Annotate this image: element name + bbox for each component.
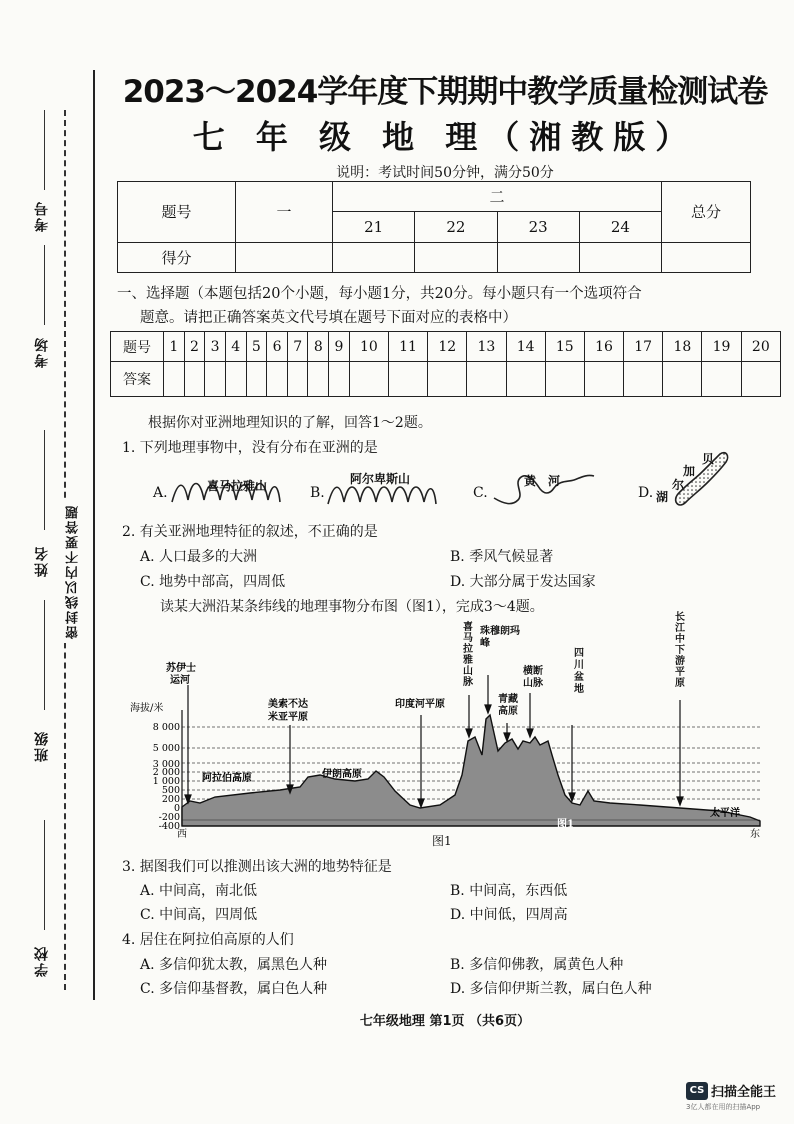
label-suez-2: 运河	[170, 675, 190, 686]
answer-number: 12	[428, 332, 467, 362]
answer-cell[interactable]	[663, 362, 702, 397]
score-cell[interactable]	[415, 242, 497, 272]
score-cell[interactable]	[497, 242, 579, 272]
q4-option-b[interactable]: B. 多信仰佛教，属黄色人种	[450, 957, 624, 973]
answer-number: 14	[506, 332, 545, 362]
scanner-logo-icon: CS	[686, 1082, 708, 1100]
score-cell[interactable]	[236, 242, 333, 272]
label-suez-1: 苏伊士	[166, 663, 196, 674]
q4-option-d[interactable]: D. 多信仰伊斯兰教，属白色人种	[450, 981, 652, 997]
score-cell[interactable]	[333, 242, 415, 272]
q1-option-c-letter[interactable]: C.	[473, 485, 488, 501]
exam-no-label: 考号	[34, 200, 50, 232]
q3-stem: 3. 据图我们可以推测出该大洲的地势特征是	[122, 859, 392, 875]
score-label-score: 得分	[118, 242, 236, 272]
label-sichuan: 四川盆地	[574, 648, 584, 695]
answer-number: 5	[246, 332, 267, 362]
scanner-subtitle: 3亿人都在用的扫描App	[686, 1103, 761, 1111]
answer-cell[interactable]	[467, 362, 506, 397]
score-cell[interactable]	[662, 242, 751, 272]
score-cell[interactable]	[579, 242, 661, 272]
score-label-no: 题号	[118, 182, 236, 243]
profile-figure	[120, 615, 770, 850]
q1-option-b-letter[interactable]: B.	[310, 485, 325, 501]
score-sub-24: 24	[579, 212, 661, 242]
answer-cell[interactable]	[428, 362, 467, 397]
score-table	[117, 181, 751, 273]
q2-option-a[interactable]: A. 人口最多的大洲	[140, 549, 258, 565]
answer-cell[interactable]	[308, 362, 329, 397]
q1-option-b-label: 阿尔卑斯山	[350, 472, 411, 486]
answer-number: 7	[287, 332, 308, 362]
scanner-watermark	[686, 1080, 776, 1112]
answer-number: 18	[663, 332, 702, 362]
profile-east: 东	[750, 829, 760, 840]
label-everest: 珠穆朗玛峰	[480, 626, 520, 649]
ytick: -200	[158, 812, 180, 823]
answer-number: 13	[467, 332, 506, 362]
answer-number: 4	[225, 332, 246, 362]
ytick: 8 000	[152, 722, 180, 733]
q1-option-a-label: 喜马拉雅山	[207, 479, 268, 493]
q2-stem: 2. 有关亚洲地理特征的叙述，不正确的是	[122, 524, 378, 540]
q1-option-d-label-3: 尔	[672, 478, 685, 492]
profile-ylabel: 海拔/米	[130, 703, 164, 714]
label-yangtze: 长江中下游平原	[675, 612, 685, 689]
class-field[interactable]	[44, 600, 45, 710]
exam-room-label: 考场	[34, 336, 50, 368]
answer-label-no: 题号	[111, 332, 164, 362]
q1-stem: 1. 下列地理事物中，没有分布在亚洲的是	[122, 440, 378, 456]
score-sub-21: 21	[333, 212, 415, 242]
name-field[interactable]	[44, 430, 45, 530]
answer-cell[interactable]	[287, 362, 308, 397]
q1-option-d-label-4: 湖	[656, 490, 669, 504]
label-meso-2: 米亚平原	[268, 712, 308, 723]
answer-number: 3	[205, 332, 226, 362]
exam-title: 2023～2024学年度下期期中教学质量检测试卷	[122, 74, 768, 110]
ytick: 0	[173, 803, 180, 814]
label-iran: 伊朗高原	[322, 769, 362, 780]
school-label: 学校	[34, 945, 50, 977]
answer-label-ans: 答案	[111, 362, 164, 397]
q3-option-d[interactable]: D. 中间低，四周高	[450, 907, 568, 923]
answer-cell[interactable]	[624, 362, 663, 397]
q3-option-b[interactable]: B. 中间高，东西低	[450, 883, 568, 899]
seal-note: 密封线以内不要答题	[64, 500, 83, 643]
answer-cell[interactable]	[702, 362, 741, 397]
label-himalaya: 喜马拉雅山脉	[463, 622, 473, 688]
ytick: 2 000	[152, 767, 180, 778]
answer-cell[interactable]	[164, 362, 185, 397]
school-field[interactable]	[44, 820, 45, 930]
label-hengduan: 横断山脉	[523, 666, 543, 689]
ytick: 1 000	[152, 776, 180, 787]
answer-number: 6	[267, 332, 288, 362]
answer-number: 8	[308, 332, 329, 362]
q2-option-c[interactable]: C. 地势中部高，四周低	[140, 574, 286, 590]
label-indus: 印度河平原	[395, 699, 445, 710]
ytick: 3 000	[152, 759, 180, 770]
answer-number: 11	[388, 332, 427, 362]
ytick: -400	[158, 821, 180, 832]
exam-note: 说明：考试时间50分钟，满分50分	[336, 165, 554, 181]
label-tibet: 青藏高原	[498, 694, 518, 717]
q1-option-c-label: 黄 河	[524, 474, 561, 488]
figure-caption-below: 图1	[432, 834, 452, 848]
answer-cell[interactable]	[225, 362, 246, 397]
exam-subtitle: 七 年 级 地 理（湘教版）	[192, 118, 698, 156]
q1-option-d-label-2: 加	[683, 464, 696, 478]
label-meso-1: 美索不达	[268, 699, 308, 710]
q3-option-a[interactable]: A. 中间高，南北低	[140, 883, 258, 899]
answer-cell[interactable]	[246, 362, 267, 397]
score-part2: 二	[333, 182, 662, 212]
answer-cell[interactable]	[329, 362, 350, 397]
answer-cell[interactable]	[741, 362, 780, 397]
intro-1: 根据你对亚洲地理知识的了解，回答1～2题。	[148, 415, 432, 431]
answer-number: 17	[624, 332, 663, 362]
q4-stem: 4. 居住在阿拉伯高原的人们	[122, 932, 294, 948]
answer-number: 9	[329, 332, 350, 362]
answer-number: 15	[545, 332, 584, 362]
scanner-title: 扫描全能王	[711, 1085, 777, 1100]
section1-line2: 题意。请把正确答案英文代号填在题号下面对应的表格中）	[140, 310, 517, 326]
section1-line1: 一、选择题（本题包括20个小题，每小题1分，共20分。每小题只有一个选项符合	[117, 286, 642, 302]
name-label: 姓名	[34, 545, 50, 577]
answer-number: 19	[702, 332, 741, 362]
ytick: 200	[161, 794, 180, 805]
ytick: 5 000	[152, 743, 180, 754]
answer-cell[interactable]	[349, 362, 388, 397]
answer-cell[interactable]	[506, 362, 545, 397]
label-arab: 阿拉伯高原	[202, 773, 252, 784]
intro-2: 读某大洲沿某条纬线的地理事物分布图（图1），完成3～4题。	[160, 599, 544, 615]
exam-room-field[interactable]	[44, 245, 45, 325]
q1-option-d-letter[interactable]: D.	[638, 485, 654, 501]
q4-option-c[interactable]: C. 多信仰基督教，属白色人种	[140, 981, 328, 997]
q2-option-b[interactable]: B. 季风气候显著	[450, 549, 554, 565]
score-sub-22: 22	[415, 212, 497, 242]
q1-option-a-letter[interactable]: A.	[153, 485, 168, 501]
answer-number: 20	[741, 332, 780, 362]
answer-number: 1	[164, 332, 185, 362]
answer-number: 10	[349, 332, 388, 362]
score-sub-23: 23	[497, 212, 579, 242]
answer-number: 16	[584, 332, 623, 362]
label-pacific: 太平洋	[710, 808, 740, 819]
q2-option-d[interactable]: D. 大部分属于发达国家	[450, 574, 596, 590]
score-total: 总分	[662, 182, 751, 243]
answer-cell[interactable]	[388, 362, 427, 397]
answer-cell[interactable]	[584, 362, 623, 397]
ytick: 500	[161, 785, 180, 796]
answer-cell[interactable]	[184, 362, 205, 397]
exam-no-field[interactable]	[44, 110, 45, 190]
answer-cell[interactable]	[267, 362, 288, 397]
answer-number: 2	[184, 332, 205, 362]
score-part1: 一	[236, 182, 333, 243]
answer-cell[interactable]	[205, 362, 226, 397]
class-label: 班级	[34, 730, 50, 762]
binding-border	[93, 70, 95, 1000]
profile-caption: 图1	[557, 819, 574, 830]
profile-west: 西	[177, 829, 187, 840]
page-footer: 七年级地理 第1页 （共6页）	[359, 1014, 531, 1029]
q4-option-a[interactable]: A. 多信仰犹太教，属黑色人种	[140, 957, 328, 973]
q3-option-c[interactable]: C. 中间高，四周低	[140, 907, 258, 923]
answer-table	[110, 331, 781, 397]
answer-cell[interactable]	[545, 362, 584, 397]
q1-option-d-label-1: 贝	[702, 452, 715, 466]
